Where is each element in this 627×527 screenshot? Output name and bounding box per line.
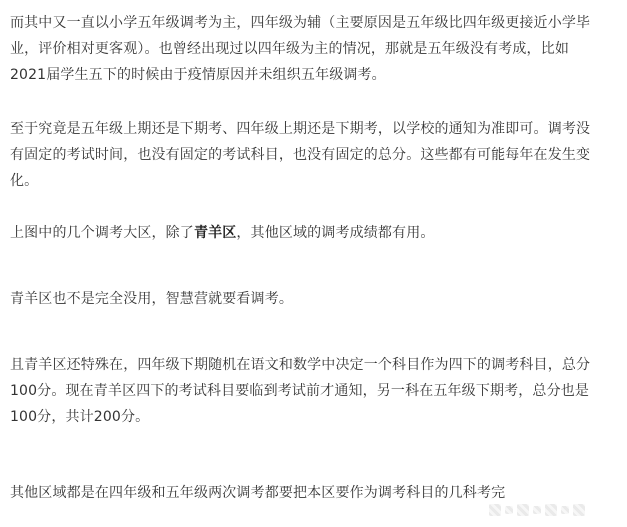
paragraph-line: 100分。现在青羊区四下的考试科目要临到考试前才通知，另一科在五年级下期考，总分也是 <box>10 383 590 399</box>
paragraph-other-districts <box>10 480 505 506</box>
paragraph-line: 至于究竟是五年级上期还是下期考、四年级上期还是下期考，以学校的通知为准即可。调考没 <box>10 121 591 137</box>
paragraph-qingyang-usage <box>10 286 293 312</box>
paragraph-qingyang-special <box>10 352 590 430</box>
paragraph-line: 100分，共计200分。 <box>10 409 150 425</box>
paragraph-line: 有固定的考试时间，也没有固定的考试科目，也没有固定的总分。这些都有可能每年在发生变 <box>10 147 591 163</box>
watermark-mark <box>517 504 529 516</box>
paragraph-exam-schedule <box>10 116 590 194</box>
paragraph-line: 2021届学生五下的时候由于疫情原因并未组织五年级调考。 <box>10 67 386 83</box>
paragraph-line: 而其中又一直以小学五年级调考为主，四年级为辅（主要原因是五年级比四年级更接近小学毕 <box>10 15 591 31</box>
watermark-mark <box>573 504 585 516</box>
paragraph-line <box>10 220 435 246</box>
paragraph-line: 且青羊区还特殊在，四年级下期随机在语文和数学中决定一个科目作为四下的调考科目，总分 <box>10 357 591 373</box>
watermark-mark <box>505 506 513 514</box>
highlighted-district: 青羊区 <box>193 225 237 241</box>
paragraph-districts <box>10 220 435 246</box>
paragraph-line: 青羊区也不是完全没用，智慧营就要看调考。 <box>10 291 293 307</box>
paragraph-line: 化。 <box>10 173 39 189</box>
watermark-mark <box>533 506 541 514</box>
bottom-fade <box>0 517 627 527</box>
paragraph-grade-exam-history <box>10 10 590 88</box>
paragraph-line: 其他区域都是在四年级和五年级两次调考都要把本区要作为调考科目的几科考完 <box>10 485 506 501</box>
text-segment: ，其他区域的调考成绩都有用。 <box>236 225 435 241</box>
watermark-mark <box>561 506 569 514</box>
text-segment: 上图中的几个调考大区，除了 <box>10 225 194 241</box>
paragraph-line: 业，评价相对更客观）。也曾经出现过以四年级为主的情况，那就是五年级没有考成，比如 <box>10 41 569 57</box>
watermark-mark <box>545 504 557 516</box>
watermark-mark <box>489 504 501 516</box>
